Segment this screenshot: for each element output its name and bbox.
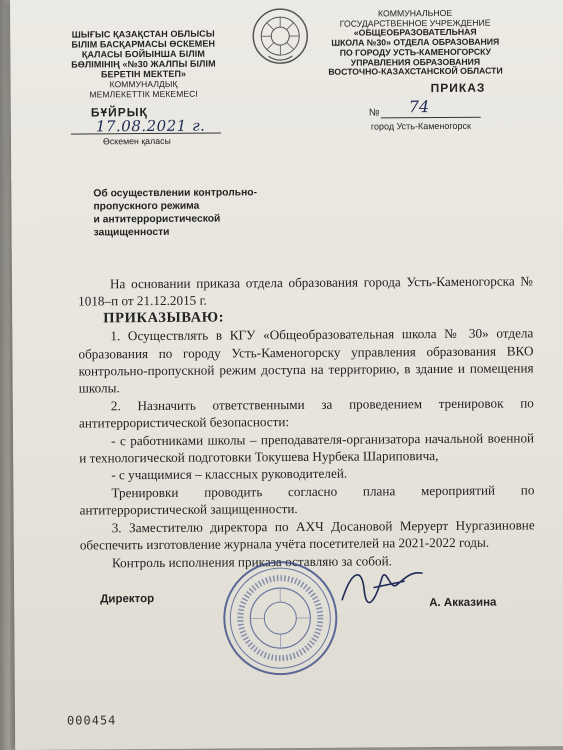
subject-line: пропускного режима bbox=[93, 200, 200, 213]
item-1: 1. Осуществлять в КГУ «Общеобразовательная школа № 30» отдела образования по городу Усть-Каменогорску управления образования ВКО контрольно-пропускной режим доступа на территорию, в здание и помещения школы. bbox=[78, 325, 534, 396]
item-2a: - с работниками школы – преподавателя-организатора начальной военной и технологической подготовки Токушева Нурбека Шариповича, bbox=[79, 430, 535, 466]
ru-header-line: «ОБЩЕОБРАЗОВАТЕЛЬНАЯ bbox=[353, 27, 477, 39]
desk-edge bbox=[0, 0, 10, 750]
ru-header-line: ГОСУДАРСТВЕННОЕ УЧРЕЖДЕНИЕ bbox=[339, 17, 491, 29]
handwritten-date: 17.08.2021 г. bbox=[95, 116, 206, 136]
order-title-russian: ПРИКАЗ bbox=[430, 80, 486, 96]
city-russian: город Усть-Каменогорск bbox=[370, 120, 471, 132]
order-body bbox=[78, 272, 535, 571]
item-3: 3. Заместителю директора по АХЧ Досановой Меруерт Нургазиновне обеспечить изготовление журнала учёта посетителей на 2021-2022 годы. bbox=[79, 517, 535, 553]
kz-header-line: МЕМЛЕКЕТТІК МЕКЕМЕСІ bbox=[89, 88, 198, 100]
trainings-paragraph: Тренировки проводить согласно плана мероприятий по антитеррористической защищенности. bbox=[79, 482, 535, 518]
number-underline bbox=[381, 117, 481, 119]
ru-header-line: ВОСТОЧНО-КАЗАХСТАНСКОЙ ОБЛАСТИ bbox=[328, 65, 503, 77]
russian-letterhead bbox=[310, 8, 520, 77]
document-page bbox=[10, 0, 563, 750]
kazakh-letterhead bbox=[58, 28, 228, 99]
orders-heading: ПРИКАЗЫВАЮ: bbox=[103, 309, 225, 327]
signer-name: А. Акказина bbox=[429, 596, 497, 610]
kz-header-line: ШЫҒЫС ҚАЗАҚСТАН ОБЛЫСЫ bbox=[71, 28, 215, 40]
order-title-kazakh: БҰЙРЫҚ bbox=[90, 105, 148, 120]
control-paragraph: Контроль исполнения приказа оставляю за собой. bbox=[111, 552, 392, 570]
subject-line: и антитеррористической bbox=[93, 213, 221, 226]
ru-header-line: КОММУНАЛЬНОЕ bbox=[377, 7, 453, 19]
kz-header-line: БӨЛІМІНІҢ «№30 ЖАЛПЫ БІЛІМ bbox=[71, 58, 216, 70]
handwritten-order-number: 74 bbox=[408, 97, 430, 117]
ru-header-line: ПО ГОРОДУ УСТЬ-КАМЕНОГОРСКУ bbox=[339, 46, 492, 58]
signature-icon bbox=[334, 559, 434, 610]
ru-header-line: ШКОЛА №30» ОТДЕЛА ОБРАЗОВАНИЯ bbox=[331, 36, 500, 48]
city-kazakh: Өскемен қаласы bbox=[102, 135, 171, 147]
state-emblem-icon bbox=[250, 6, 310, 66]
item-2: 2. Назначить ответственными за проведением тренировок по антитеррористической безопасности: bbox=[78, 395, 534, 431]
director-label: Директор bbox=[100, 593, 155, 606]
serial-number: 000454 bbox=[66, 713, 117, 728]
kz-header-line: КОММУНАЛДЫҚ bbox=[109, 78, 178, 90]
item-2b: - с учащимися – классных руководителей. bbox=[111, 466, 348, 483]
order-subject bbox=[93, 186, 293, 239]
kz-header-line: БЕРЕТІН МЕКТЕП» bbox=[100, 68, 187, 80]
official-stamp-icon bbox=[220, 558, 341, 679]
kz-header-line: ҚАЛАСЫ БОЙЫНША БІЛІМ bbox=[81, 48, 205, 60]
kz-header-line: БІЛІМ БАСҚАРМАСЫ ӨСКЕМЕН bbox=[71, 38, 216, 50]
order-number-label: № bbox=[368, 107, 380, 119]
ru-header-line: УПРАВЛЕНИЯ ОБРАЗОВАНИЯ bbox=[350, 56, 481, 68]
basis-paragraph: На основании приказа отдела образования города Усть-Каменогорска № 1018–п от 21.12.2015 г. bbox=[78, 273, 534, 309]
subject-line: Об осуществлении контрольно- bbox=[93, 187, 258, 200]
subject-line: защищенности bbox=[93, 226, 170, 239]
